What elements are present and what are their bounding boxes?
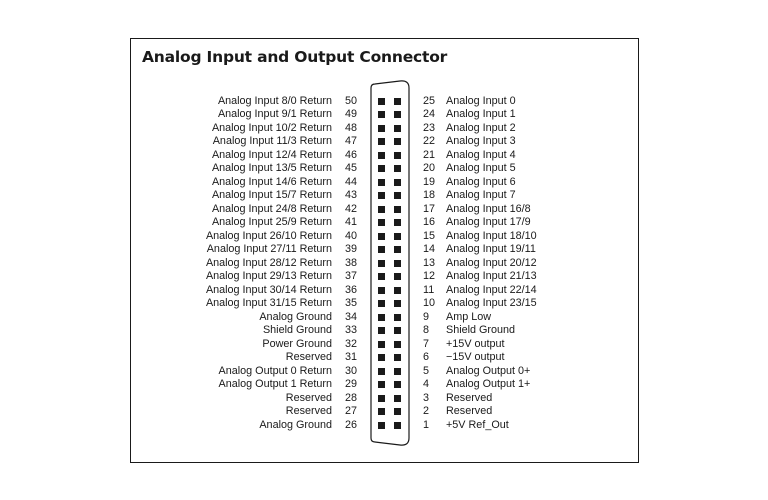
right-pin-label: +15V output [446, 337, 505, 350]
right-pin-number: 9 [423, 310, 430, 323]
pin-square [394, 300, 401, 307]
pin-square [394, 111, 401, 118]
pin-square [378, 233, 385, 240]
right-pin-label: Analog Input 5 [446, 162, 516, 174]
right-pin-number: 10 [423, 297, 436, 309]
diagram-title: Analog Input and Output Connector [142, 48, 448, 66]
right-pin-label: Analog Input 20/12 [446, 256, 537, 269]
right-pin-number: 12 [423, 270, 436, 282]
left-pin-label: Analog Ground [259, 310, 332, 323]
right-pin-label: Analog Input 21/13 [446, 270, 537, 282]
pin-row [0, 108, 768, 122]
left-pin-label: Analog Input 14/6 Return [211, 175, 332, 188]
left-pin-number: 44 [344, 175, 357, 188]
right-pin-label: Shield Ground [446, 324, 516, 336]
pin-row [0, 95, 768, 109]
pin-square [378, 395, 385, 402]
right-pin-number: 2 [423, 405, 430, 417]
pin-square [378, 368, 385, 375]
right-pin-number: 6 [423, 351, 430, 363]
pin-row [0, 189, 768, 203]
pin-row [0, 203, 768, 217]
pin-square [378, 327, 385, 334]
left-pin-label: Analog Input 26/10 Return [205, 229, 332, 242]
pin-row [0, 311, 768, 325]
right-pin-label: Analog Input 4 [446, 148, 516, 161]
left-pin-number: 35 [344, 297, 357, 309]
pin-square [378, 273, 385, 280]
right-pin-label: Analog Input 16/8 [446, 202, 531, 215]
pin-square [378, 381, 385, 388]
right-pin-label: Reserved [446, 405, 493, 417]
right-pin-number: 24 [423, 108, 436, 120]
pin-row [0, 257, 768, 271]
pin-square [394, 341, 401, 348]
pin-square [378, 192, 385, 199]
pin-square [378, 300, 385, 307]
left-pin-label: Analog Input 31/15 Return [205, 297, 332, 309]
left-pin-number: 33 [344, 324, 357, 336]
pin-row [0, 284, 768, 298]
left-pin-label: Reserved [285, 391, 332, 404]
pin-row [0, 270, 768, 284]
pin-square [378, 219, 385, 226]
pin-row [0, 243, 768, 257]
pin-row [0, 297, 768, 311]
left-pin-label: Analog Input 28/12 Return [205, 256, 332, 269]
left-pin-number: 37 [344, 270, 357, 282]
left-pin-number: 49 [344, 108, 357, 120]
left-pin-number: 29 [344, 378, 357, 390]
right-pin-number: 4 [423, 378, 430, 390]
pin-row [0, 324, 768, 338]
pin-square [378, 246, 385, 253]
pin-square [378, 179, 385, 186]
left-pin-label: Reserved [285, 351, 332, 363]
pin-square [378, 165, 385, 172]
left-pin-label: Analog Input 13/5 Return [211, 162, 332, 174]
pin-row [0, 216, 768, 230]
left-pin-number: 30 [344, 364, 357, 377]
right-pin-label: Amp Low [446, 310, 492, 323]
right-pin-label: −15V output [446, 351, 505, 363]
pin-square [378, 260, 385, 267]
pin-square [394, 422, 401, 429]
right-pin-label: Analog Input 18/10 [446, 229, 537, 242]
pin-square [378, 341, 385, 348]
right-pin-number: 13 [423, 256, 436, 269]
pin-square [394, 314, 401, 321]
left-pin-label: Analog Input 8/0 Return [217, 94, 332, 107]
pin-row [0, 122, 768, 136]
left-pin-label: Analog Input 27/11 Return [206, 243, 332, 255]
left-pin-label: Analog Input 11/3 Return [212, 135, 332, 147]
pin-square [378, 98, 385, 105]
left-pin-label: Analog Ground [259, 418, 332, 431]
right-pin-label: Analog Output 1+ [446, 378, 531, 390]
left-pin-number: 31 [344, 351, 357, 363]
pin-square [378, 111, 385, 118]
pin-square [394, 138, 401, 145]
right-pin-label: Analog Input 3 [446, 135, 516, 147]
pin-square [378, 206, 385, 213]
right-pin-label: Reserved [446, 391, 493, 404]
left-pin-label: Analog Input 30/14 Return [205, 283, 332, 296]
left-pin-label: Analog Input 9/1 Return [217, 108, 332, 120]
right-pin-label: +5V Ref_Out [446, 418, 509, 431]
left-pin-label: Analog Input 12/4 Return [211, 148, 332, 161]
pin-square [394, 179, 401, 186]
right-pin-number: 7 [423, 337, 430, 350]
pin-square [378, 422, 385, 429]
pin-row [0, 149, 768, 163]
pin-square [378, 287, 385, 294]
pin-square [394, 219, 401, 226]
right-pin-number: 25 [423, 94, 436, 107]
right-pin-label: Analog Input 6 [446, 175, 516, 188]
pin-row [0, 338, 768, 352]
right-pin-number: 8 [423, 324, 430, 336]
pin-square [394, 98, 401, 105]
left-pin-number: 38 [344, 256, 357, 269]
pin-row [0, 162, 768, 176]
pin-row [0, 351, 768, 365]
pin-square [378, 408, 385, 415]
right-pin-number: 19 [423, 175, 436, 188]
pin-row [0, 230, 768, 244]
right-pin-number: 1 [423, 418, 430, 431]
left-pin-label: Analog Input 29/13 Return [205, 270, 332, 282]
left-pin-number: 48 [344, 121, 357, 134]
pin-square [394, 246, 401, 253]
left-pin-label: Analog Input 15/7 Return [211, 189, 332, 201]
right-pin-number: 14 [423, 243, 436, 255]
pin-square [378, 125, 385, 132]
pin-square [378, 354, 385, 361]
pin-square [394, 206, 401, 213]
pin-square [394, 408, 401, 415]
right-pin-number: 16 [423, 216, 436, 228]
right-pin-number: 21 [423, 148, 436, 161]
right-pin-label: Analog Input 2 [446, 121, 516, 134]
right-pin-label: Analog Output 0+ [446, 364, 531, 377]
left-pin-label: Shield Ground [262, 324, 332, 336]
left-pin-number: 27 [344, 405, 357, 417]
right-pin-label: Analog Input 7 [446, 189, 516, 201]
pin-row [0, 405, 768, 419]
pin-square [378, 314, 385, 321]
left-pin-number: 39 [344, 243, 357, 255]
right-pin-number: 17 [423, 202, 436, 215]
pin-row [0, 176, 768, 190]
pin-square [394, 260, 401, 267]
right-pin-number: 18 [423, 189, 436, 201]
pin-square [378, 152, 385, 159]
pin-square [394, 233, 401, 240]
right-pin-label: Analog Input 1 [446, 108, 516, 120]
pin-square [394, 125, 401, 132]
left-pin-label: Reserved [285, 405, 332, 417]
left-pin-number: 36 [344, 283, 357, 296]
left-pin-label: Analog Input 24/8 Return [211, 202, 332, 215]
pin-square [394, 327, 401, 334]
left-pin-number: 32 [344, 337, 357, 350]
pin-square [394, 395, 401, 402]
pin-row [0, 378, 768, 392]
pin-square [394, 152, 401, 159]
pin-row [0, 365, 768, 379]
left-pin-label: Analog Output 0 Return [218, 364, 332, 377]
left-pin-number: 45 [344, 162, 357, 174]
pin-square [394, 381, 401, 388]
right-pin-number: 23 [423, 121, 436, 134]
right-pin-label: Analog Input 23/15 [446, 297, 537, 309]
right-pin-label: Analog Input 0 [446, 94, 516, 107]
right-pin-number: 11 [423, 283, 435, 296]
right-pin-label: Analog Input 22/14 [446, 283, 537, 296]
left-pin-number: 50 [344, 94, 357, 107]
left-pin-number: 40 [344, 229, 357, 242]
pin-row [0, 419, 768, 433]
left-pin-label: Power Ground [262, 337, 332, 350]
left-pin-number: 42 [344, 202, 357, 215]
pin-square [394, 354, 401, 361]
pin-square [394, 192, 401, 199]
right-pin-number: 3 [423, 391, 430, 404]
right-pin-number: 15 [423, 229, 436, 242]
right-pin-label: Analog Input 19/11 [446, 243, 536, 255]
right-pin-label: Analog Input 17/9 [446, 216, 531, 228]
right-pin-number: 22 [423, 135, 436, 147]
pin-square [394, 273, 401, 280]
pin-square [378, 138, 385, 145]
right-pin-number: 5 [423, 364, 430, 377]
left-pin-number: 34 [344, 310, 357, 323]
left-pin-number: 43 [344, 189, 357, 201]
left-pin-number: 46 [344, 148, 357, 161]
pin-row [0, 135, 768, 149]
left-pin-number: 26 [344, 418, 357, 431]
left-pin-number: 41 [344, 216, 357, 228]
left-pin-label: Analog Input 25/9 Return [211, 216, 332, 228]
pin-square [394, 368, 401, 375]
right-pin-number: 20 [423, 162, 436, 174]
left-pin-label: Analog Output 1 Return [218, 378, 332, 390]
pin-square [394, 287, 401, 294]
left-pin-number: 28 [344, 391, 357, 404]
left-pin-number: 47 [344, 135, 357, 147]
left-pin-label: Analog Input 10/2 Return [211, 121, 332, 134]
pin-row [0, 392, 768, 406]
pin-square [394, 165, 401, 172]
